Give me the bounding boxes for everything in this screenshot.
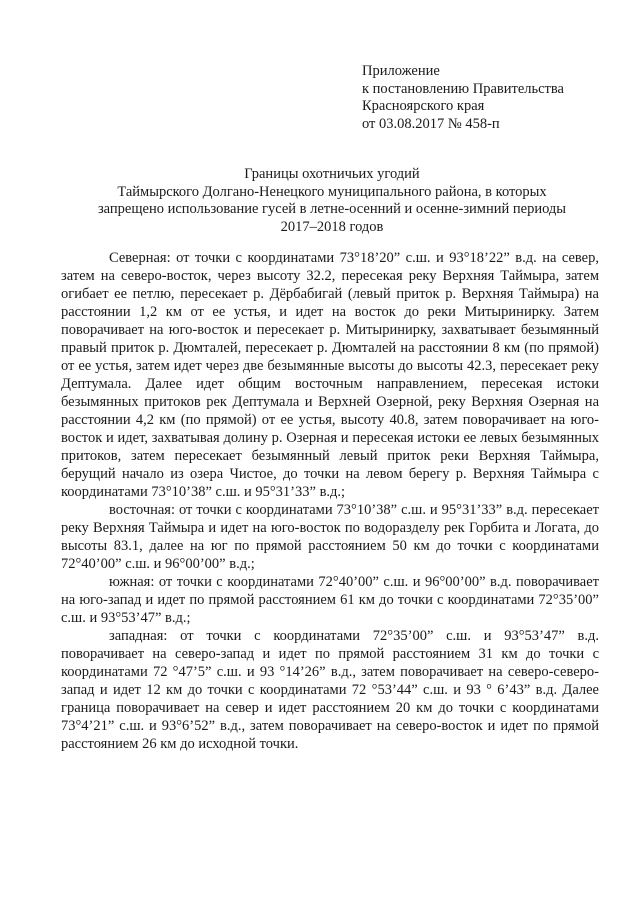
document-body — [61, 249, 599, 753]
paragraph-north-boundary: Северная: от точки с координатами 73°18’20” с.ш. и 93°18’22” в.д. на север, затем на северо-восток, через высоту 32.2, пересекая реку Верхняя Таймыра, затем огибает ее петлю, пересекает р. Дёрбабигай (левый приток р. Верхняя Таймыра) на расстоянии 1,2 км от ее устья, и идет на восток до реки Митыринирку. Затем поворачивает на юго-восток и пересекает р. Митыринирку, захватывает безымянный правый приток р. Дюмталей, пересекает р. Дюмталей на расстоянии 8 км (по прямой) от ее устья, затем идет через две безымянные высоты до высоты 42.3, пересекает реку Дептумала. Далее идет общим восточным направлением, пересекая истоки безымянных притоков рек Дептумала и Верхней Озерной, реку Верхняя Озерная на расстоянии 4,2 км (по прямой) от ее устья, высоту 40.8, затем поворачивает на юго-восток и идет, захватывая долину р. Озерная и пересекая истоки ее левых безымянных притоков, затем пересекает безымянный левый приток реки Верхняя Таймыра, берущий начало из озера Чистое, до точки на левом берегу р. Верхняя Таймыра с координатами 73°10’38” с.ш. и 95°31’33” в.д.; — [61, 250, 599, 500]
document-title — [62, 166, 602, 236]
title-line-3: запрещено использование гусей в летне-осенний и осенне-зимний периоды — [97, 201, 567, 217]
paragraph-west-boundary: западная: от точки с координатами 72°35’00” с.ш. и 93°53’47” в.д. поворачивает на северо-запад и идет по прямой расстоянием 31 км до точки с координатами 72 °47’5” с.ш. и 93 °14’26” в.д., затем поворачивает на северо-северо-запад и идет 12 км до точки с координатами 72 °53’44” с.ш. и 93 ° 6’43” в.д. Далее граница поворачивает на север и идет расстоянием 20 км до точки с координатами 73°4’21” с.ш. и 93°6’52” в.д., затем поворачивает на северо-восток и идет по прямой расстоянием 26 км до исходной точки. — [61, 628, 599, 752]
paragraph-east-boundary: восточная: от точки с координатами 73°10’38” с.ш. и 95°31’33” в.д. пересекает реку Верхняя Таймыра и идет на юго-восток по водоразделу рек Горбита и Логата, до высоты 83.1, далее на юг по прямой расстоянием 50 км до точки с координатами 72°40’00” с.ш. и 96°00’00” в.д.; — [61, 502, 599, 572]
title-line-1: Границы охотничьих угодий — [244, 166, 420, 182]
appendix-region: Красноярского края — [362, 98, 485, 114]
appendix-label: Приложение — [362, 63, 440, 79]
title-line-2: Таймырского Долгано-Ненецкого муниципального района, в которых — [117, 183, 547, 200]
appendix-header — [362, 63, 564, 133]
appendix-resolution: к постановлению Правительства — [362, 80, 564, 97]
appendix-date-number: от 03.08.2017 № 458-п — [362, 115, 500, 132]
title-line-4: 2017–2018 годов — [280, 218, 384, 235]
paragraph-south-boundary: южная: от точки с координатами 72°40’00” с.ш. и 96°00’00” в.д. поворачивает на юго-запад и идет по прямой расстоянием 61 км до точки с координатами 72°35’00” с.ш. и 93°53’47” в.д.; — [61, 574, 599, 626]
